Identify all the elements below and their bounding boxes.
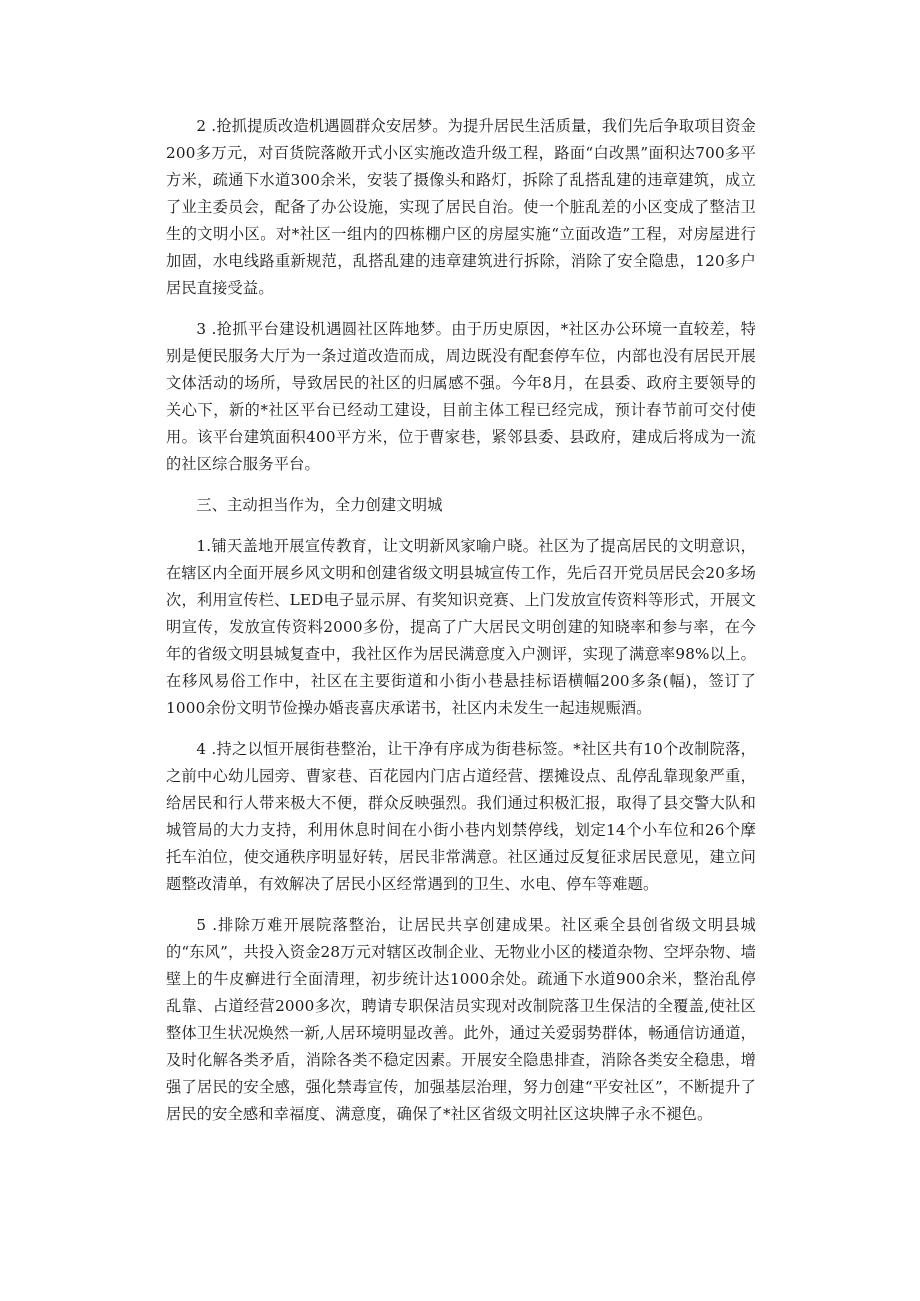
section-heading-3: 三、主动担当作为，全力创建文明城 [196, 496, 443, 514]
paragraph-item-2: 2 .抢抓提质改造机遇圆群众安居梦。为提升居民生活质量，我们先后争取项目资金200多万元，对百货院落敞开式小区实施改造升级工程，路面“白改黑”面积达700多平方米，疏通下水道300余米，安装了摄像头和路灯，拆除了乱搭乱建的违章建筑，成立了业主委员会，配备了办公设施，实现了居民自治。使一个脏乱差的小区变成了整洁卫生的文明小区。对*社区一组内的四栋棚户区的房屋实施“立面改造”工程，对房屋进行加固，水电线路重新规范，乱搭乱建的违章建筑进行拆除，消除了安全隐患，120多户居民直接受益。 [166, 117, 756, 297]
paragraph-item-5: 5 .排除万难开展院落整治，让居民共享创建成果。社区乘全县创省级文明县城的“东风”，共投入资金28万元对辖区改制企业、无物业小区的楼道杂物、空坪杂物、墙壁上的牛皮癣进行全面清理，初步统计达1000余处。疏通下水道900余米，整治乱停乱靠、占道经营2000多次，聘请专职保洁员实现对改制院落卫生保洁的全覆盖,使社区整体卫生状况焕然一新,人居环境明显改善。此外，通过关爱弱势群体，畅通信访通道，及时化解各类矛盾，消除各类不稳定因素。开展安全隐患排查，消除各类安全稳患，增强了居民的安全感，强化禁毒宣传，加强基层治理，努力创建“平安社区”，不断提升了居民的安全感和幸福度、满意度，确保了*社区省级文明社区这块牌子永不褪色。 [166, 916, 756, 1123]
document-body [166, 113, 756, 1142]
paragraph-item-1: 1.铺天盖地开展宣传教育，让文明新风家喻户晓。社区为了提高居民的文明意识，在辖区内全面开展乡风文明和创建省级文明县城宣传工作，先后召开党员居民会20多场次，利用宣传栏、LED电子显示屏、有奖知识竞赛、上门发放宣传资料等形式，开展文明宣传，发放宣传资料2000多份，提高了广大居民文明创建的知晓率和参与率，在今年的省级文明县城复查中，我社区作为居民满意度入户测评，实现了满意率98%以上。在移风易俗工作中，社区在主要街道和小街小巷悬挂标语横幅200多条(幅)，签订了1000余份文明节俭操办婚丧喜庆承诺书，社区内未发生一起违规赈酒。 [166, 537, 756, 717]
paragraph-item-4: 4 .持之以恒开展街巷整治，让干净有序成为街巷标签。*社区共有10个改制院落，之前中心幼儿园旁、曹家巷、百花园内门店占道经营、摆摊设点、乱停乱靠现象严重，给居民和行人带来极大不便，群众反映强烈。我们通过积极汇报，取得了县交警大队和城管局的大力支持，利用休息时间在小街小巷内划禁停线，划定14个小车位和26个摩托车泊位，使交通秩序明显好转，居民非常满意。社区通过反复征求居民意见，建立问题整改清单，有效解决了居民小区经常遇到的卫生、水电、停车等难题。 [166, 740, 756, 893]
paragraph-item-3: 3 .抢抓平台建设机遇圆社区阵地梦。由于历史原因，*社区办公环境一直较差，特别是便民服务大厅为一条过道改造而成，周边既没有配套停车位，内部也没有居民开展文体活动的场所，导致居民的社区的归属感不强。今年8月，在县委、政府主要领导的关心下，新的*社区平台已经动工建设，目前主体工程已经完成，预计春节前可交付使用。该平台建筑面积400平方米，位于曹家巷，紧邻县委、县政府，建成后将成为一流的社区综合服务平台。 [166, 320, 756, 473]
